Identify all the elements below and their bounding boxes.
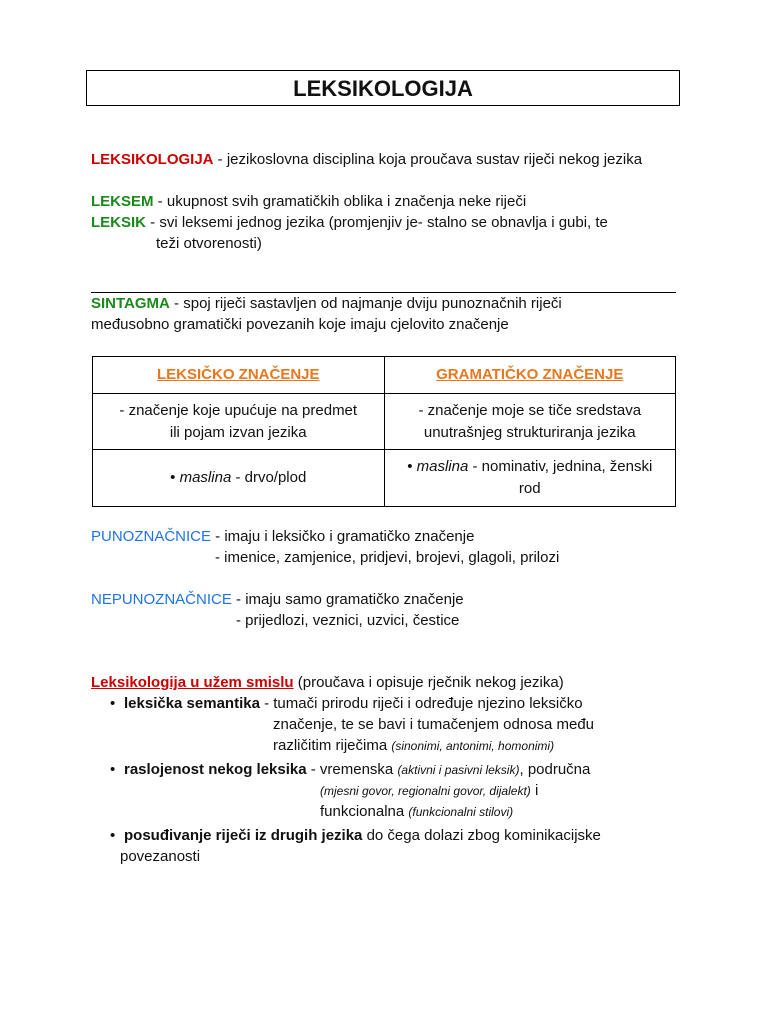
item-text: , područna — [519, 761, 591, 778]
definition-nepunoznacnice-cont: - prijedlozi, veznici, uzvici, čestice — [236, 612, 460, 629]
example-word: maslina — [416, 458, 469, 475]
cell-line: - značenje koje upućuje na predmet — [119, 401, 358, 419]
example-text: - drvo/plod — [231, 469, 307, 486]
definition-text: - spoj riječi sastavljen od najmanje dviju punoznačnih riječi — [169, 295, 562, 312]
bullet: • — [110, 695, 116, 712]
table-header-cell — [93, 357, 385, 394]
definition-text: - imaju i leksičko i gramatičko značenje — [211, 528, 475, 545]
item-text: funkcionalna — [320, 803, 409, 820]
list-item — [110, 825, 601, 847]
item-examples: (sinonimi, antonimi, homonimi) — [391, 739, 555, 753]
item-term: leksička semantika — [124, 695, 260, 712]
list-item-cont — [320, 801, 513, 823]
meaning-table — [92, 356, 676, 507]
list-item-cont — [320, 780, 538, 802]
cell-line — [391, 456, 670, 478]
definition-text: - jezikoslovna disciplina koja proučava sustav riječi nekog jezika — [213, 151, 643, 168]
term-punoznacnice: PUNOZNAČNICE — [91, 528, 212, 545]
definition-punoznacnice — [91, 526, 474, 548]
term-leksik: LEKSIK — [91, 214, 147, 231]
item-text: različitim riječima — [273, 737, 392, 754]
table-cell — [384, 450, 676, 507]
table-cell — [384, 394, 676, 450]
item-text: - vremenska — [306, 761, 398, 778]
item-term: posuđivanje riječi iz drugih jezika — [124, 827, 363, 844]
header-leksicko: LEKSIČKO ZNAČENJE — [156, 366, 320, 383]
table-cell — [93, 450, 385, 507]
cell-line: rod — [518, 480, 541, 497]
definition-leksik — [91, 212, 608, 234]
list-item — [110, 759, 590, 781]
table-row — [93, 450, 676, 507]
definition-sintagma-cont: međusobno gramatički povezanih koje imaju cjelovito značenje — [91, 316, 509, 333]
item-examples: (aktivni i pasivni leksik) — [397, 763, 520, 777]
term-uzem: Leksikologija u užem smislu — [91, 674, 294, 691]
item-term: raslojenost nekog leksika — [124, 761, 307, 778]
section-uzem — [91, 672, 564, 694]
bullet: • — [110, 827, 116, 844]
term-leksem: LEKSEM — [91, 193, 154, 210]
cell-line: ili pojam izvan jezika — [169, 423, 307, 441]
definition-text: - imaju samo gramatičko značenje — [231, 591, 464, 608]
item-examples: (funkcionalni stilovi) — [408, 805, 514, 819]
list-item-cont: značenje, te se bavi i tumačenjem odnosa među — [273, 716, 595, 733]
definition-punoznacnice-cont: - imenice, zamjenice, pridjevi, brojevi, glagoli, prilozi — [215, 549, 560, 566]
item-examples: (mjesni govor, regionalni govor, dijalekt) — [320, 784, 531, 798]
list-item — [110, 693, 583, 715]
definition-text: - ukupnost svih gramatičkih oblika i značenja neke riječi — [153, 193, 527, 210]
item-text: do čega dolazi zbog kominikacijske — [362, 827, 601, 844]
table-cell — [93, 394, 385, 450]
definition-text: - svi leksemi jednog jezika (promjenjiv je- stalno se obnavlja i gubi, te — [146, 214, 608, 231]
table-header-cell — [384, 357, 676, 394]
table-row — [93, 394, 676, 450]
definition-nepunoznacnice — [91, 589, 464, 611]
bullet: • — [170, 469, 176, 486]
bullet: • — [110, 761, 116, 778]
header-gramaticko: GRAMATIČKO ZNAČENJE — [436, 366, 624, 383]
table-header-row — [93, 357, 676, 394]
definition-leksik-cont: teži otvorenosti) — [156, 235, 262, 252]
example-word: maslina — [179, 469, 232, 486]
cell-line: unutrašnjeg strukturiranja jezika — [423, 423, 636, 441]
page-title: LEKSIKOLOGIJA — [86, 70, 680, 106]
bullet: • — [407, 458, 413, 475]
list-item-cont: povezanosti — [120, 848, 201, 865]
item-text: i — [530, 782, 539, 799]
cell-line: - značenje moje se tiče sredstava — [418, 401, 642, 419]
definition-leksem — [91, 191, 526, 213]
item-text: - tumači prirodu riječi i određuje njezino leksičko — [259, 695, 583, 712]
definition-leksikologija — [91, 149, 642, 171]
term-leksikologija: LEKSIKOLOGIJA — [91, 151, 214, 168]
term-sintagma: SINTAGMA — [91, 295, 170, 312]
example-text: - nominativ, jednina, ženski — [468, 458, 653, 475]
list-item-cont — [273, 735, 554, 757]
definition-sintagma — [91, 293, 562, 315]
term-nepunoznacnice: NEPUNOZNAČNICE — [91, 591, 232, 608]
section-text: (proučava i opisuje rječnik nekog jezika) — [293, 674, 564, 691]
